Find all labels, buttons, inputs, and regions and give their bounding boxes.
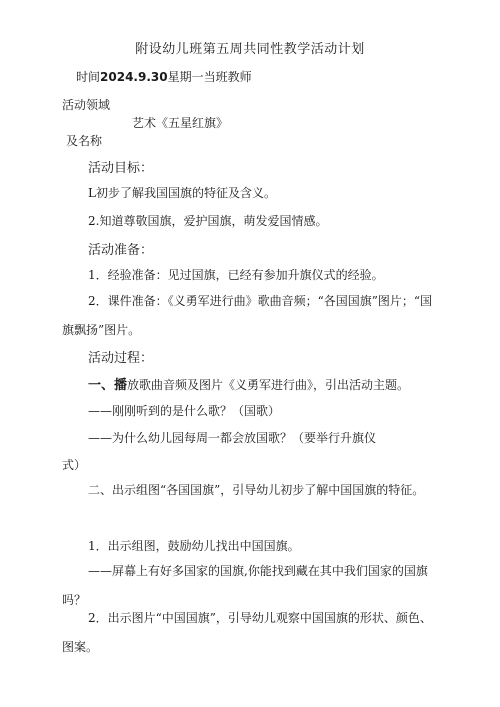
process-step-2-1: 1．出示组图，鼓励幼儿找出中国国旗。 bbox=[88, 539, 300, 553]
meta-line bbox=[76, 68, 252, 85]
time-label: 时间 bbox=[76, 70, 101, 84]
teacher-label: 当班教师 bbox=[203, 70, 252, 84]
prep-item-1: 1．经验准备：见过国旗，已经有参加升旗仪式的经验。 bbox=[88, 268, 384, 282]
process-step-2: 二、出示组图“各国国旗”，引导幼儿初步了解中国国旗的特征。 bbox=[88, 483, 425, 497]
process-heading: 活动过程： bbox=[88, 351, 154, 366]
goal-item-2: 2.知道尊敬国旗，爱护国旗，萌发爱国情感。 bbox=[88, 214, 328, 228]
field-value: 艺术《五星红旗》 bbox=[132, 116, 229, 130]
process-step-1-lead: 一、播 bbox=[88, 378, 128, 393]
field-label-line1: 活动领域 bbox=[62, 98, 111, 112]
goals-heading: 活动目标： bbox=[88, 161, 154, 176]
process-step-2-2: 2．出示图片“中国国旗”，引导幼儿观察中国国旗的形状、颜色、图案。 bbox=[62, 611, 432, 654]
prep-item-2: 2．课件准备：《义勇军进行曲》歌曲音频；“各国国旗”图片；“国旗飘扬”图片。 bbox=[62, 294, 433, 337]
field-label-line2: 及名称 bbox=[66, 134, 103, 148]
date-value: 2024.9.30 bbox=[100, 70, 168, 84]
weekday-value: 星期一 bbox=[167, 70, 204, 84]
process-step-1-rest: 放歌曲音频及图片《义勇军进行曲》，引出活动主题。 bbox=[127, 378, 410, 392]
document-title: 附设幼儿班第五周共同性教学活动计划 bbox=[135, 42, 365, 57]
process-question-2-line1: ——为什么幼儿园每周一都会放国歌？（要举行升旗仪 bbox=[88, 431, 377, 445]
process-step-2-1-question: ——屏幕上有好多国家的国旗,你能找到藏在其中我们国家的国旗吗？ bbox=[62, 564, 428, 607]
process-question-2-line2: 式） bbox=[62, 458, 87, 472]
prep-heading: 活动准备： bbox=[88, 243, 154, 258]
goal-item-1: L初步了解我国国旗的特征及含义。 bbox=[88, 186, 276, 200]
process-question-1: ——刚刚听到的是什么歌？（国歌） bbox=[88, 404, 281, 418]
process-step-1 bbox=[88, 374, 409, 393]
